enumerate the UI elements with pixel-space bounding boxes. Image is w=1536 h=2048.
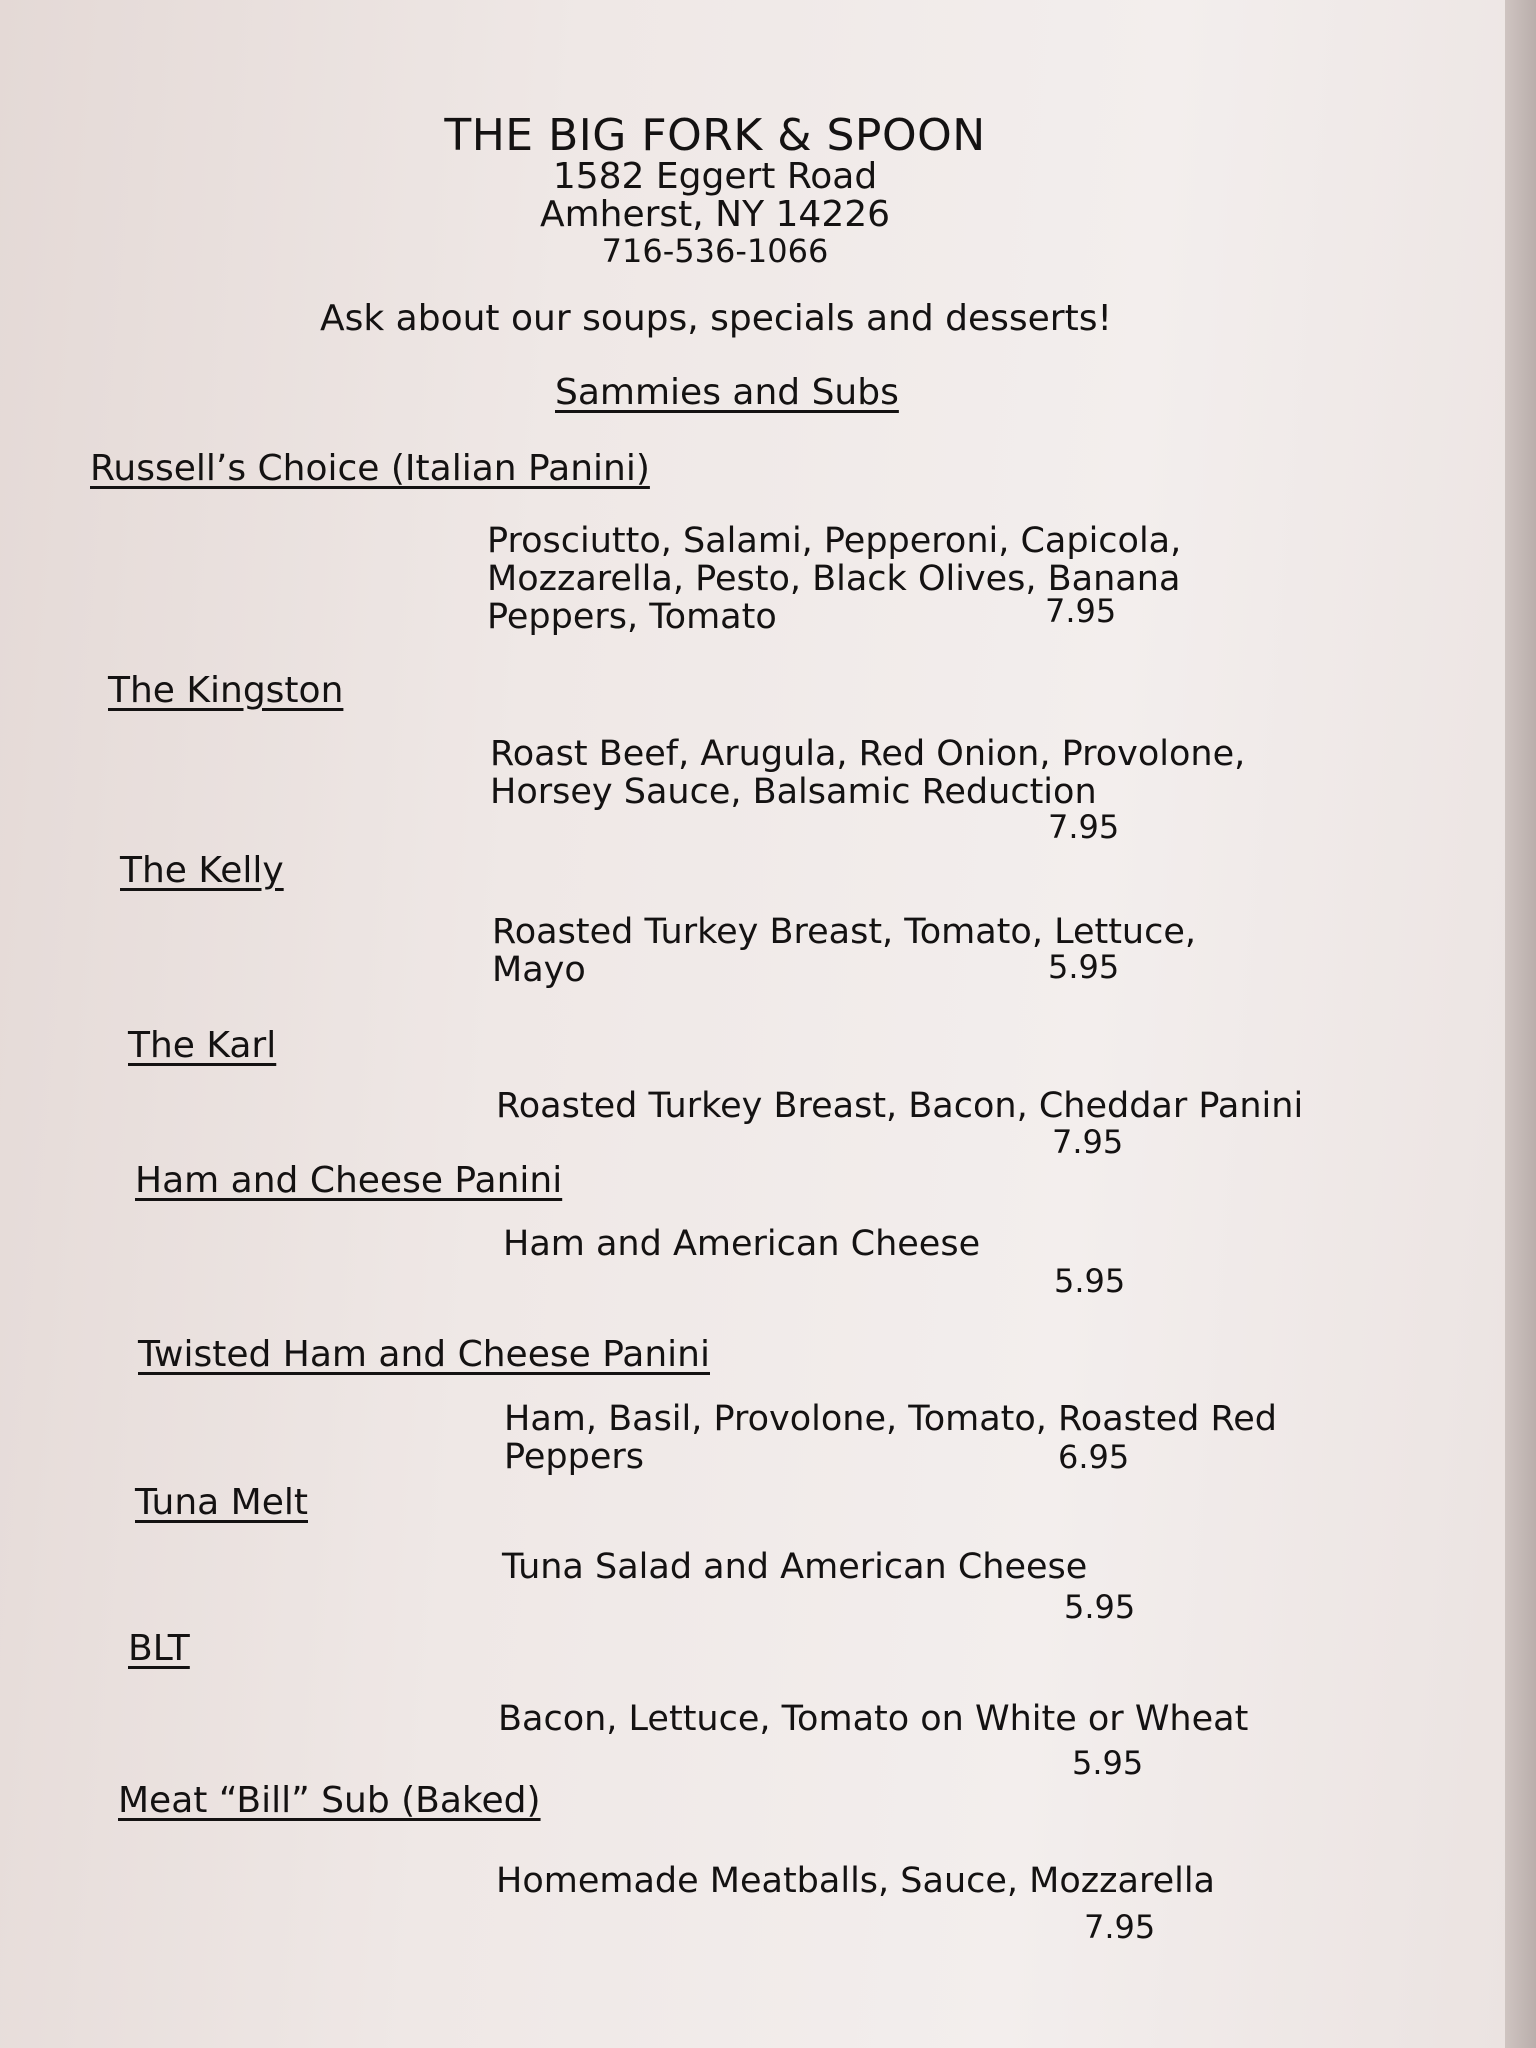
background-edge bbox=[1505, 0, 1536, 2048]
menu-item-description: Roasted Turkey Breast, Bacon, Cheddar Panini bbox=[496, 1086, 1304, 1126]
menu-item-description: Homemade Meatballs, Sauce, Mozzarella bbox=[496, 1861, 1216, 1901]
menu-item-name: Twisted Ham and Cheese Panini bbox=[138, 1334, 710, 1375]
menu-item-price: 6.95 bbox=[1058, 1438, 1130, 1476]
menu-item-description: Roasted Turkey Breast, Tomato, Lettuce, Mayo bbox=[492, 912, 1197, 990]
menu-item-name: The Karl bbox=[128, 1025, 277, 1066]
restaurant-name: THE BIG FORK & SPOON bbox=[444, 110, 986, 161]
menu-item-price: 5.95 bbox=[1072, 1744, 1144, 1782]
menu-item-description: Bacon, Lettuce, Tomato on White or Wheat bbox=[498, 1699, 1249, 1739]
menu-item-description: Prosciutto, Salami, Pepperoni, Capicola, Mozzarella, Pesto, Black Olives, Banana Peppers, Tomato bbox=[487, 521, 1182, 637]
menu-item-description: Ham and American Cheese bbox=[503, 1224, 981, 1264]
menu-item-description: Roast Beef, Arugula, Red Onion, Provolone, Horsey Sauce, Balsamic Reduction bbox=[490, 734, 1246, 812]
tagline: Ask about our soups, specials and desserts! bbox=[320, 298, 1112, 339]
section-title: Sammies and Subs bbox=[555, 372, 899, 413]
restaurant-city: Amherst, NY 14226 bbox=[539, 194, 891, 235]
menu-item-price: 5.95 bbox=[1064, 1588, 1136, 1626]
menu-item-name: Ham and Cheese Panini bbox=[135, 1160, 563, 1201]
menu-item-name: Russell’s Choice (Italian Panini) bbox=[90, 448, 650, 489]
restaurant-phone: 716-536-1066 bbox=[601, 232, 829, 270]
restaurant-street: 1582 Eggert Road bbox=[552, 156, 878, 197]
menu-item-price: 5.95 bbox=[1054, 1262, 1126, 1300]
menu-item-description: Tuna Salad and American Cheese bbox=[502, 1547, 1088, 1587]
menu-item-price: 7.95 bbox=[1084, 1908, 1156, 1946]
menu-item-price: 7.95 bbox=[1045, 592, 1117, 630]
menu-item-price: 7.95 bbox=[1052, 1123, 1124, 1161]
menu-item-name: The Kelly bbox=[120, 850, 284, 891]
menu-item-name: The Kingston bbox=[108, 670, 344, 711]
menu-item-description: Ham, Basil, Provolone, Tomato, Roasted Red Peppers bbox=[504, 1399, 1277, 1477]
menu-item-price: 7.95 bbox=[1048, 808, 1120, 846]
menu-item-name: Tuna Melt bbox=[135, 1482, 308, 1523]
menu-item-name: BLT bbox=[128, 1628, 190, 1669]
menu-item-name: Meat “Bill” Sub (Baked) bbox=[118, 1780, 541, 1821]
menu-item-price: 5.95 bbox=[1048, 948, 1120, 986]
